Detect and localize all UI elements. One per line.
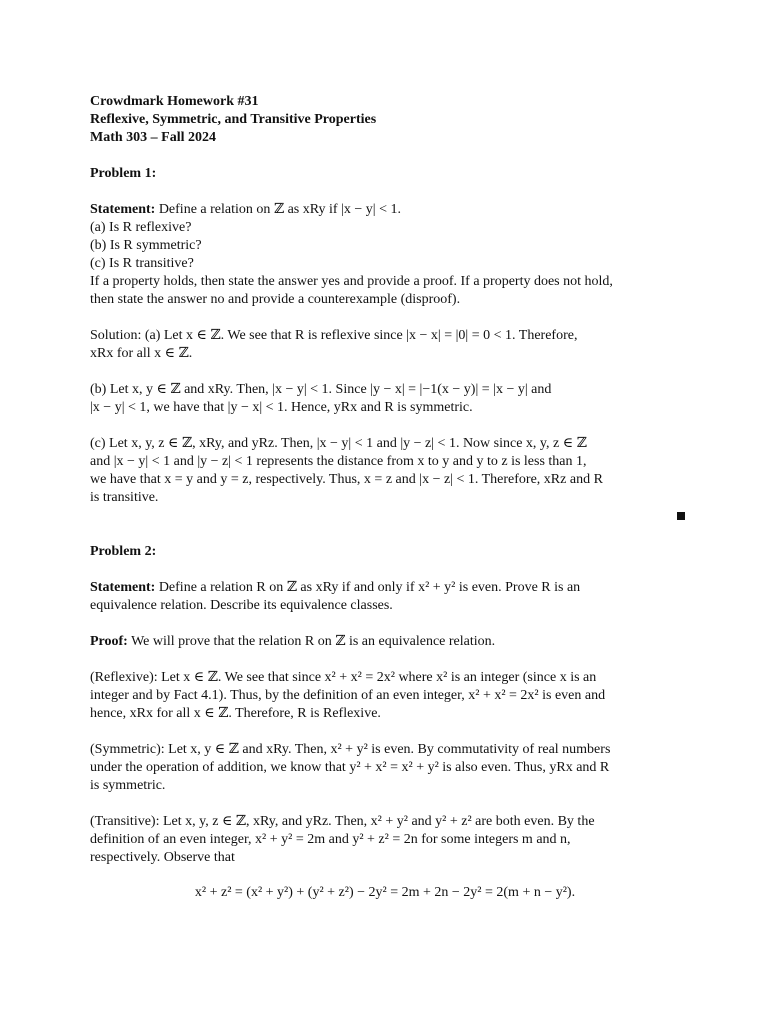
qed-square-icon — [677, 512, 685, 520]
assignment-topic: Reflexive, Symmetric, and Transitive Properties — [90, 112, 377, 127]
proof-label: Proof: — [90, 634, 128, 649]
solution-c-line: (c) Let x, y, z ∈ ℤ, xRy, and yRz. Then, |x − y| < 1 and |y − z| < 1. Now since x, y, z ∈ ℤ — [90, 436, 587, 451]
solution-c-line: is transitive. — [90, 490, 159, 505]
solution-a-line: xRx for all x ∈ ℤ. — [90, 346, 193, 361]
proof-intro — [90, 633, 680, 651]
statement-label: Statement: — [90, 202, 156, 217]
question-a: (a) Is R reflexive? — [90, 220, 192, 235]
question-c: (c) Is R transitive? — [90, 256, 194, 271]
symmetric-line: (Symmetric): Let x, y ∈ ℤ and xRy. Then, x² + y² is even. By commutativity of real numbers — [90, 742, 611, 757]
question-b: (b) Is R symmetric? — [90, 238, 202, 253]
reflexive-line: integer and by Fact 4.1). Thus, by the definition of an even integer, x² + x² = 2x² is even and — [90, 688, 606, 703]
problem2-statement — [90, 579, 680, 597]
problem2-title: Problem 2: — [90, 544, 157, 559]
statement-label: Statement: — [90, 580, 156, 595]
statement-text: Define a relation on ℤ as xRy if |x − y| < 1. — [158, 202, 401, 217]
solution-c-line: we have that x = y and y = z, respectively. Thus, x = z and |x − z| < 1. Therefore, xRz and R — [90, 472, 603, 487]
transitive-line: respectively. Observe that — [90, 850, 235, 865]
problem1-statement — [90, 201, 680, 219]
transitive-equation: x² + z² = (x² + y²) + (y² + z²) − 2y² = 2m + 2n − 2y² = 2(m + n − y²). — [194, 885, 576, 900]
reflexive-line: (Reflexive): Let x ∈ ℤ. We see that since x² + x² = 2x² where x² is an integer (since x is an — [90, 670, 597, 685]
problem2-statement-line: equivalence relation. Describe its equivalence classes. — [90, 598, 393, 613]
symmetric-line: is symmetric. — [90, 778, 166, 793]
course-title: Crowdmark Homework #31 — [90, 94, 259, 109]
solution-b-line: (b) Let x, y ∈ ℤ and xRy. Then, |x − y| < 1. Since |y − x| = |−1(x − y)| = |x − y| and — [90, 382, 552, 397]
instructions-line: then state the answer no and provide a counterexample (disproof). — [90, 292, 461, 307]
instructions-line: If a property holds, then state the answer yes and provide a proof. If a property does not hold, — [90, 274, 613, 289]
document-page — [90, 93, 680, 902]
proof-text: We will prove that the relation R on ℤ is an equivalence relation. — [131, 634, 496, 649]
qed-row — [90, 507, 680, 525]
statement-text: Define a relation R on ℤ as xRy if and only if x² + y² is even. Prove R is an — [158, 580, 581, 595]
solution-b-line: |x − y| < 1, we have that |y − x| < 1. Hence, yRx and R is symmetric. — [90, 400, 473, 415]
solution-a-line: Solution: (a) Let x ∈ ℤ. We see that R is reflexive since |x − x| = |0| = 0 < 1. Therefore, — [90, 328, 578, 343]
symmetric-line: under the operation of addition, we know that y² + x² = x² + y² is also even. Thus, yRx and R — [90, 760, 610, 775]
transitive-line: definition of an even integer, x² + y² = 2m and y² + z² = 2n for some integers m and n, — [90, 832, 571, 847]
solution-c-line: and |x − y| < 1 and |y − z| < 1 represents the distance from x to y and y to z is less than 1, — [90, 454, 587, 469]
transitive-line: (Transitive): Let x, y, z ∈ ℤ, xRy, and yRz. Then, x² + y² and y² + z² are both even. By the — [90, 814, 595, 829]
course-term: Math 303 – Fall 2024 — [90, 130, 216, 145]
problem1-title: Problem 1: — [90, 166, 157, 181]
reflexive-line: hence, xRx for all x ∈ ℤ. Therefore, R is Reflexive. — [90, 706, 381, 721]
